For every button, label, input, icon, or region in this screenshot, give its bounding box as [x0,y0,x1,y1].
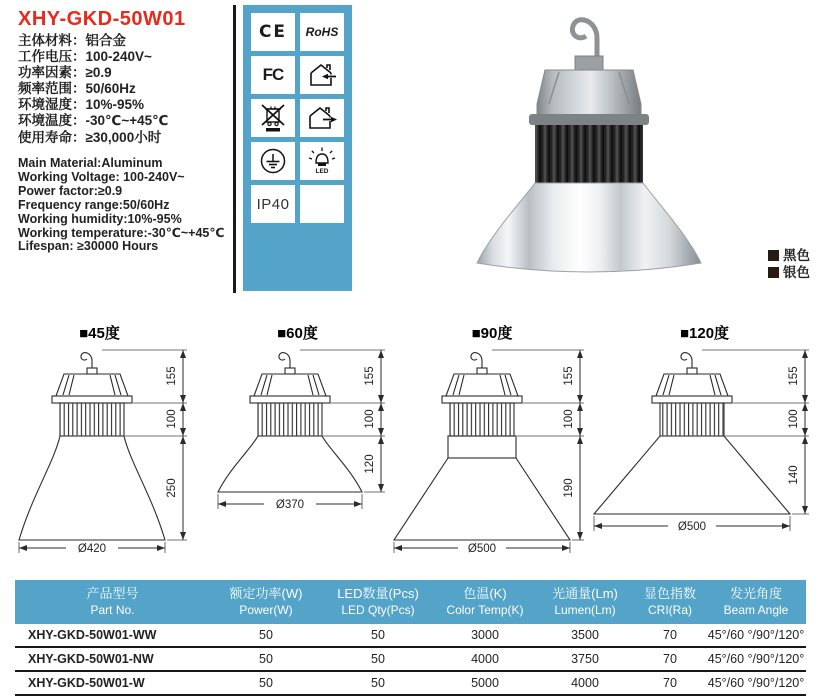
highbay-lamp-image [360,0,818,300]
rohs-mark [300,13,344,51]
outdoor-use-icon [300,99,344,137]
heatsink-hatch [451,404,514,436]
spec-line: 环境温度：-30℃~+45℃ [18,113,169,129]
dim-250: 250 [166,478,178,498]
drawing-label: ■90度 [471,325,513,342]
rohs-mark-label: RoHS [305,25,339,39]
dim-155: 155 [563,366,575,386]
spec-line: 工作电压：100-240V~ [18,49,152,65]
drawing-label: ■45度 [79,325,120,342]
spec-line: Frequency range:50/60Hz [18,197,170,212]
indoor-use-icon [300,56,344,94]
spec-line: 主体材料：铝合金 [18,33,126,48]
spec-line: Working Voltage: 100-240V~ [18,169,185,184]
heatsink-shape [535,125,643,183]
spec-line: Working humidity:10%-95% [18,211,182,226]
weee-bin-icon [251,99,295,137]
ce-mark-label: CE [258,22,288,42]
earth-ground-icon [259,147,287,175]
color-options-legend [768,247,810,281]
table-row: XHY-GKD-50W01-W 50 50 5000 4000 70 45°/60 °/90°/120° [15,672,806,696]
dim-140: 140 [788,465,800,485]
spec-line: Power factor:≥0.9 [18,183,123,198]
drawing-90deg-figure [392,344,592,556]
silver-swatch-icon [768,267,779,278]
spec-list-en [18,157,225,254]
drawing-120deg [592,322,817,556]
ce-mark [251,13,295,51]
fcc-mark [251,56,295,94]
color-option-silver [768,264,810,281]
page-title: XHY-GKD-50W01 [18,8,186,30]
reflector-cone-shape [477,183,701,272]
dim-190: 190 [563,478,575,498]
drawing-label: ■120度 [679,325,730,342]
spec-table [15,580,806,696]
collar-ring [529,114,649,125]
heatsink-hatch [259,404,322,436]
color-option-label: 黑色 [783,248,810,263]
dim-155: 155 [364,366,376,386]
dim-155: 155 [166,366,178,386]
dim-155: 155 [788,366,800,386]
drawing-45deg-figure [2,344,197,556]
ip-rating [251,185,295,223]
led-lamp-icon [300,142,344,180]
fcc-mark-label: FC [262,65,284,84]
color-option-black [768,247,810,264]
led-lamp-glyph [308,146,336,176]
spec-line: 环境湿度：10%-95% [18,97,145,113]
spec-line: 使用寿命：≥30,000小时 [18,129,162,145]
spec-line: Main Material:Aluminum [18,156,163,170]
black-swatch-icon [768,250,779,261]
product-photo [360,0,818,300]
spec-list-cn [18,33,169,146]
dim-100: 100 [788,409,800,429]
heatsink-hatch [61,404,124,436]
dim-diameter: Ø420 [77,543,107,555]
dim-100: 100 [364,409,376,429]
heatsink-hatch [661,404,724,436]
house-arrow-out-icon [307,105,337,131]
drawing-120deg-figure [592,344,817,556]
color-option-label: 银色 [783,265,810,280]
drawing-60deg-figure [200,344,395,556]
drawing-45deg [2,322,197,556]
table-header-row [15,580,806,624]
dim-100: 100 [166,409,178,429]
spec-line: Lifespan: ≥30000 Hours [18,239,159,254]
drawing-90deg [392,322,592,556]
dim-120: 120 [364,454,376,474]
hook-shape [572,20,597,58]
col-beam-angle: 发光角度 Beam Angle [723,585,789,617]
certification-grid [243,5,352,291]
col-cri: 显色指数 CRI(Ra) [643,585,696,617]
house-arrow-in-icon [307,62,337,88]
drawing-60deg [200,322,395,556]
dim-diameter: Ø500 [467,543,497,555]
ip-rating-label: IP40 [256,195,290,213]
table-row: XHY-GKD-50W01-NW 50 50 4000 3750 70 45°/60 °/90°/120° [15,648,806,672]
spec-line: 功率因素：≥0.9 [18,65,112,81]
vertical-divider [233,5,236,293]
spec-line: 频率范围：50/60Hz [18,81,136,97]
dim-diameter: Ø500 [677,521,707,533]
col-led-qty: LED数量(Pcs) LED Qty(Pcs) [337,585,419,617]
dim-100: 100 [563,409,575,429]
empty-cert-cell [300,185,344,223]
dim-diameter: Ø370 [275,499,305,511]
ground-icon [251,142,295,180]
col-color-temp: 色温(K) Color Temp(K) [446,585,524,617]
col-power: 额定功率(W) Power(W) [229,585,303,617]
col-lumen: 光通量(Lm) Lumen(Lm) [552,585,618,617]
led-lamp-text: LED [315,168,329,175]
drawing-label: ■60度 [277,325,318,342]
table-row: XHY-GKD-50W01-WW 50 50 3000 3500 70 45°/60 °/90°/120° [15,624,806,648]
col-part-no: 产品型号 Part No. [86,585,139,617]
spec-line: Working temperature:-30℃~+45℃ [18,225,225,240]
crossed-bin-icon [258,103,288,133]
